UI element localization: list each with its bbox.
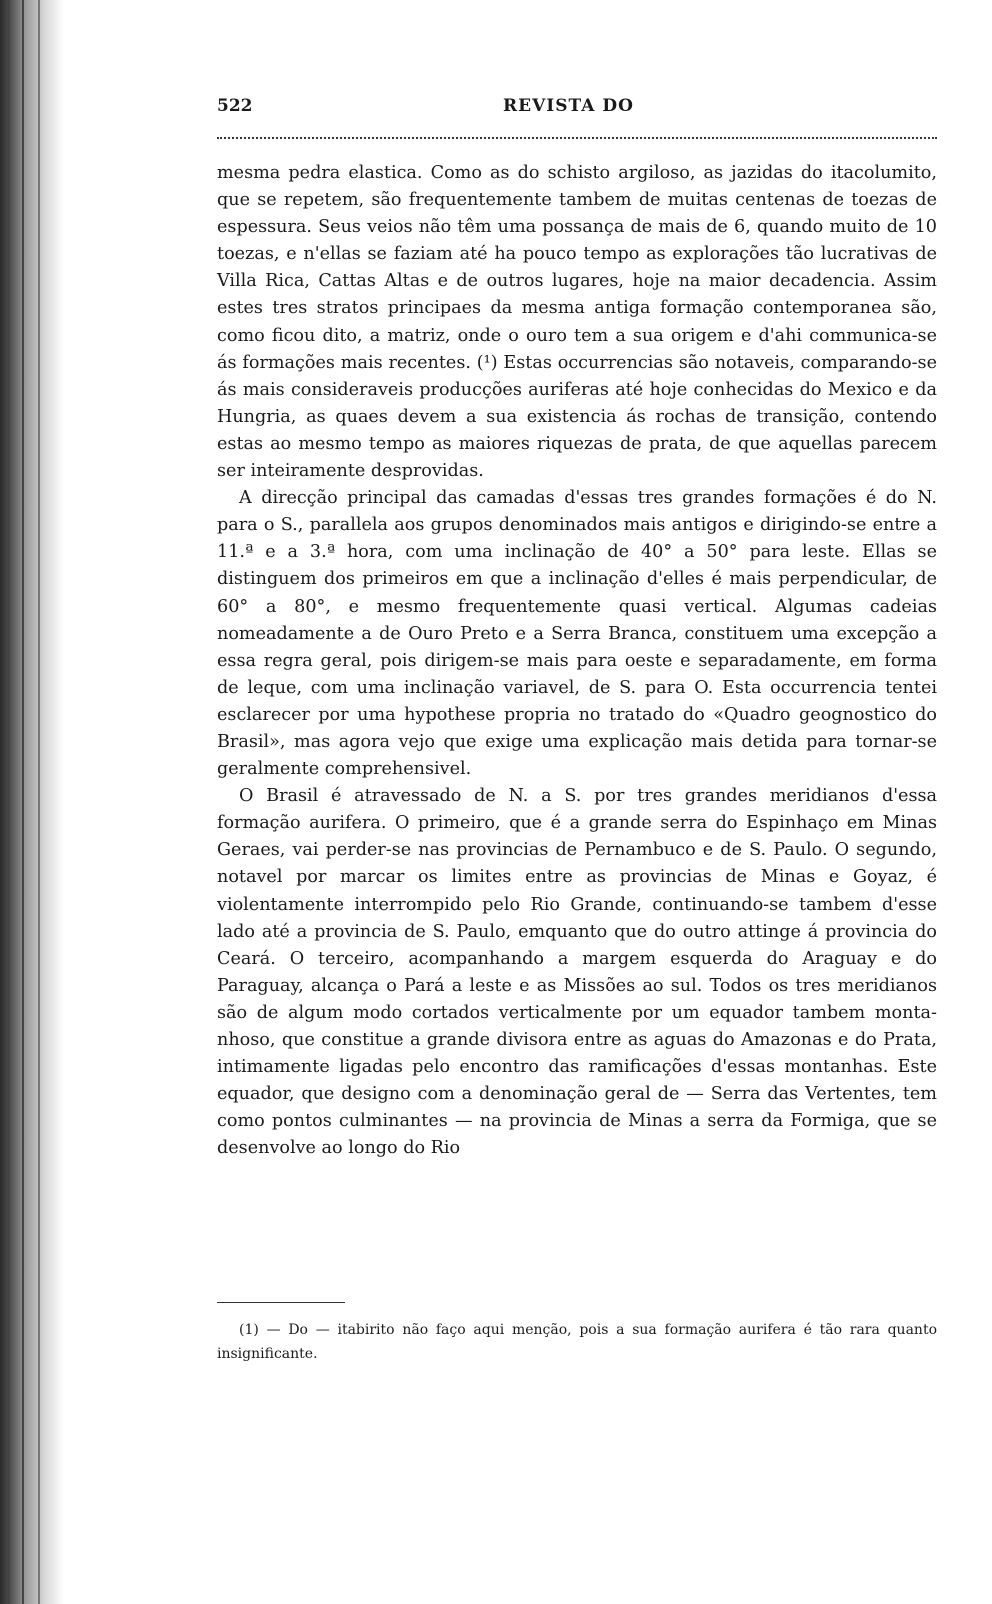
binding-line — [22, 0, 24, 1604]
page — [205, 96, 937, 1362]
running-head: REVISTA DO — [503, 96, 634, 116]
footnote-rule — [217, 1302, 345, 1303]
body-text — [217, 160, 937, 1162]
header-rule — [217, 137, 937, 139]
footnote: (1) — Do — itabirito não faço aqui menção, pois a sua formação aurifera é tão rara quanto insignificante. — [217, 1322, 937, 1362]
paragraph: mesma pedra elastica. Como as do schisto argiloso, as jazidas do itacolumito, que se repetem, são frequentemente tambem de muitas centenas de toezas de espessura. Seus veios não têm uma possança de mais de 6, quando muito de 10 toezas, e n'ellas se faziam até ha pouco tempo as explorações tão lucrativas de Villa Rica, Cattas Altas e de outros lugares, hoje na maior decadencia. Assim estes tres stratos principaes da mesma antiga formação contemporanea são, como ficou dito, a matriz, onde o ouro tem a sua origem e d'ahi communica-se ás formações mais recentes. (¹) Estas occurrencias são notaveis, comparando-se ás mais consideraveis producções auriferas até hoje conhecidas do Mexico e da Hungria, as quaes devem a sua existencia ás rochas de transição, contendo estas ao mesmo tempo as maiores riquezas de prata, de que aquellas parecem ser inteiramente desprovidas. — [217, 163, 937, 482]
paragraph: A direcção principal das camadas d'essas tres grandes formações é do N. para o S., parallela aos grupos denominados mais antigos e dirigindo-se entre a 11.ª e a 3.ª hora, com uma inclinação de 40° a 50° para leste. Ellas se distinguem dos primeiros em que a inclinação d'elles é mais perpendicular, de 60° a 80°, e mesmo frequentemente quasi vertical. Algumas cadeias nomeadamente a de Ouro Preto e a Serra Branca, constituem uma excepção a essa regra geral, pois dirigem-se mais para oeste e separadamente, em forma de leque, com uma inclinação variavel, de S. para O. Esta occurrencia tentei esclarecer por uma hypothese propria no tratado do «Quadro geognostico do Brasil», mas agora vejo que exige uma explicação mais detida para tornar-se geralmente comprehensivel. — [217, 488, 937, 780]
binding-line — [38, 0, 40, 1604]
paragraph: O Brasil é atravessado de N. a S. por tres grandes meridianos d'essa formação aurifera. O primeiro, que é a grande serra do Espinhaço em Minas Geraes, vai perder-se nas provincias de Pernambuco e de S. Paulo. O segundo, notavel por marcar os limites entre as provincias de Minas e Goyaz, é violentamente interrompido pelo Rio Grande, continuando-se tambem d'esse lado até a provincia de S. Paulo, emquanto que do outro attinge á provincia do Ceará. O terceiro, acompanhando a margem esquerda do Araguay e do Paraguay, alcança o Pará a leste e as Missões ao sul. Todos os tres meridianos são de algum modo cortados verticalmente por um equador tambem montanhoso, que constitue a grande divisora entre as aguas do Amazonas e do Prata, intimamente ligadas pelo encontro das ramificações d'essas montanhas. Este equador, que designo com a denominação geral de — Serra das Vertentes, tem como pontos culminantes — na provincia de Minas a serra da Formiga, que se desenvolve ao longo do Rio — [217, 786, 937, 1159]
page-number: 522 — [217, 96, 253, 116]
page-header — [205, 96, 937, 122]
binding-line — [8, 0, 10, 1604]
